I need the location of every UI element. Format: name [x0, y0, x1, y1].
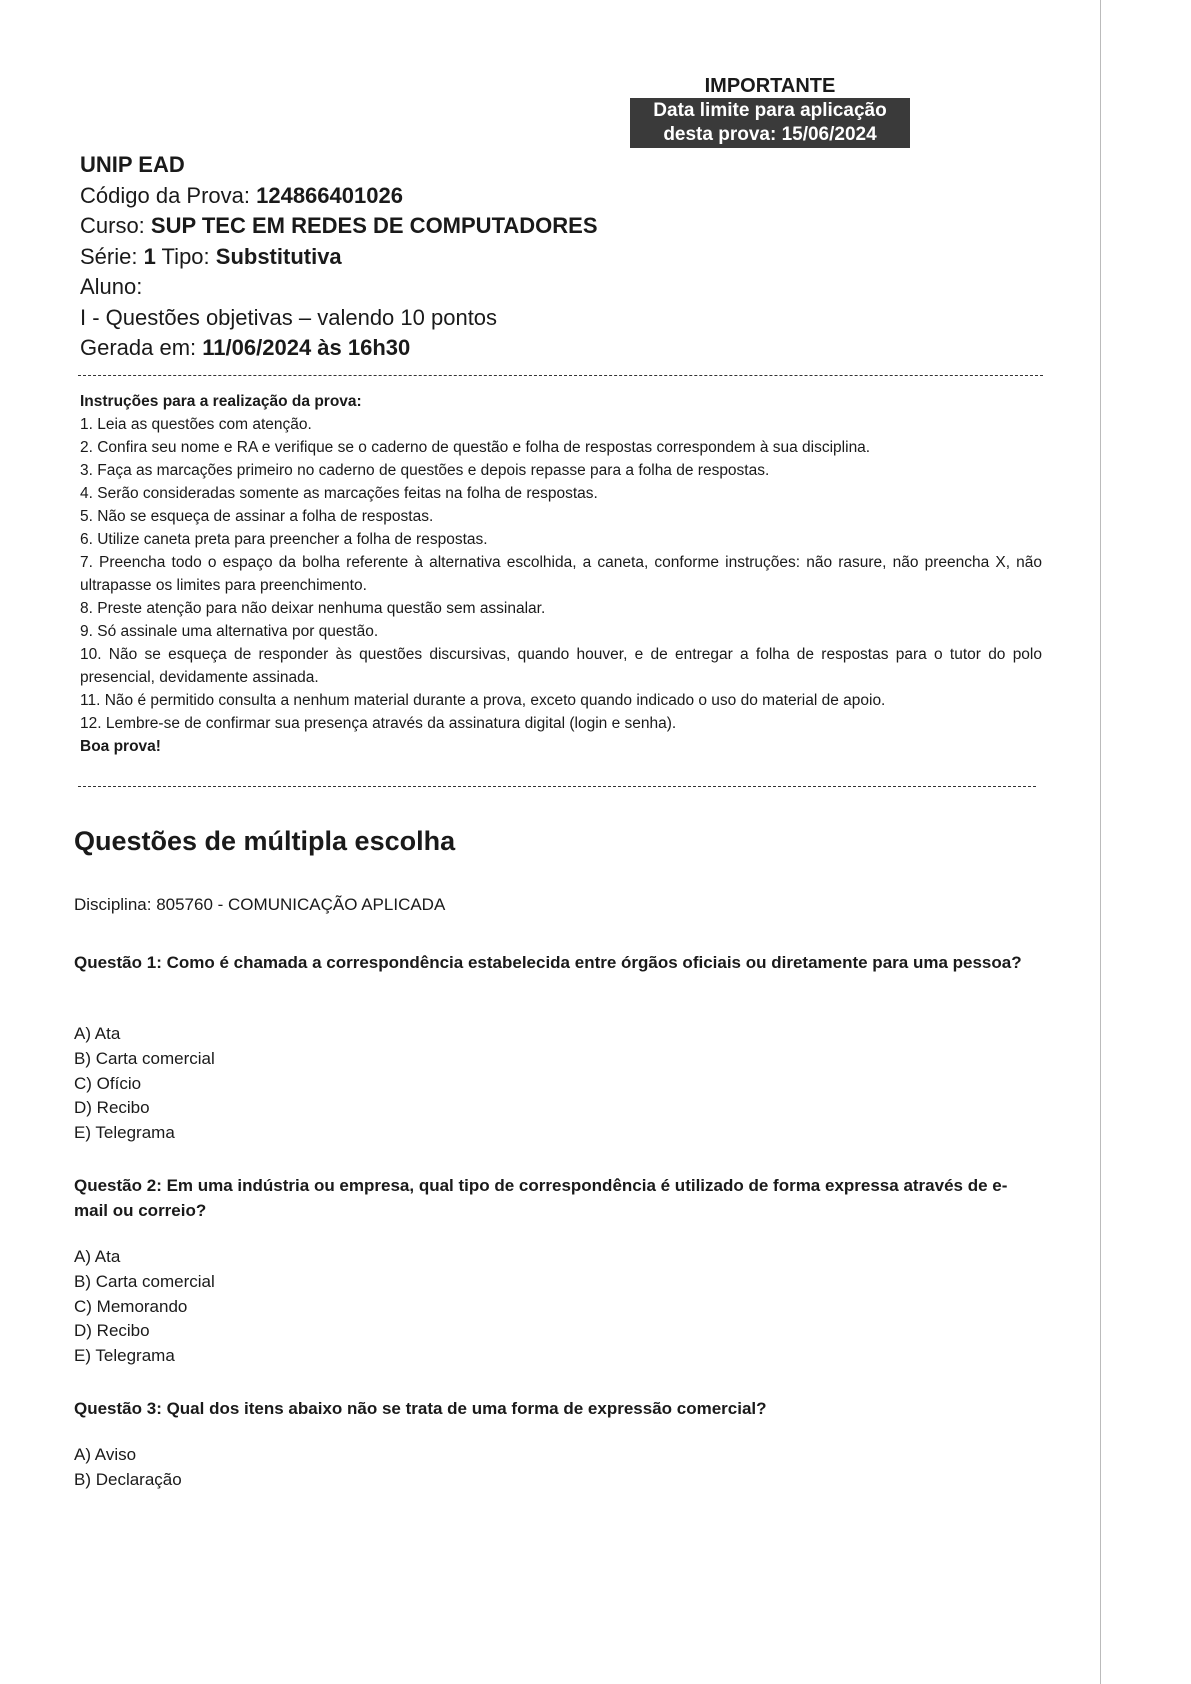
serie-label: Série: — [80, 243, 144, 269]
deadline-line2: desta prova: 15/06/2024 — [663, 124, 877, 145]
option: A) Ata — [74, 1024, 121, 1043]
option: D) Recibo — [74, 1321, 150, 1341]
generated-date: 11/06/2024 às 16h30 — [202, 335, 411, 360]
exam-header — [80, 150, 598, 364]
instruction-item: 1. Leia as questões com atenção. — [80, 416, 312, 433]
tipo-label: Tipo: — [155, 243, 216, 269]
instruction-item: 9. Só assinale uma alternativa por questão. — [80, 623, 379, 640]
option: C) Ofício — [74, 1073, 142, 1093]
page-edge — [1100, 0, 1101, 1684]
instruction-item: 2. Confira seu nome e RA e verifique se o caderno de questão e folha de respostas correspondem à sua disciplina. — [80, 439, 871, 456]
question-2: Questão 2: Em uma indústria ou empresa, qual tipo de correspondência é utilizado de forma expressa através de e-mail ou correio? — [74, 1176, 1008, 1220]
serie: 1 — [143, 243, 156, 269]
institution: UNIP EAD — [80, 152, 185, 177]
option: B) Carta comercial — [74, 1271, 215, 1291]
question-3: Questão 3: Qual dos itens abaixo não se trata de uma forma de expressão comercial? — [74, 1399, 767, 1418]
question-1-options — [74, 1022, 215, 1146]
student-label: Aluno: — [80, 274, 143, 299]
deadline-line1: Data limite para aplicação — [653, 100, 887, 121]
divider — [78, 786, 1036, 787]
deadline-box — [630, 98, 910, 148]
important-notice — [630, 75, 910, 148]
option: B) Carta comercial — [74, 1048, 215, 1068]
instructions-title: Instruções para a realização da prova: — [80, 393, 362, 410]
closing: Boa prova! — [80, 738, 161, 755]
question-3-options — [74, 1443, 182, 1493]
course: SUP TEC EM REDES DE COMPUTADORES — [150, 213, 598, 238]
instruction-item: 5. Não se esqueça de assinar a folha de respostas. — [80, 508, 434, 525]
section-label: I - Questões objetivas – valendo 10 pontos — [80, 304, 498, 330]
exam-code: 124866401026 — [256, 182, 403, 208]
instruction-item: 8. Preste atenção para não deixar nenhuma questão sem assinalar. — [80, 600, 546, 617]
codigo-label: Código da Prova: — [80, 182, 257, 208]
option: C) Memorando — [74, 1296, 188, 1316]
divider — [78, 375, 1043, 376]
curso-label: Curso: — [80, 213, 151, 238]
discipline: Disciplina: 805760 - COMUNICAÇÃO APLICADA — [74, 895, 446, 914]
option: D) Recibo — [74, 1098, 150, 1118]
instruction-item: 4. Serão consideradas somente as marcações feitas na folha de respostas. — [80, 485, 598, 502]
instruction-item: 11. Não é permitido consulta a nenhum material durante a prova, exceto quando indicado o uso do material de apoio. — [80, 692, 886, 709]
instruction-item: 12. Lembre-se de confirmar sua presença através da assinatura digital (login e senha). — [80, 715, 677, 732]
option: A) Ata — [74, 1247, 121, 1266]
important-title: IMPORTANTE — [704, 75, 836, 97]
section-title: Questões de múltipla escolha — [74, 826, 456, 856]
option: E) Telegrama — [74, 1123, 175, 1143]
question-2-options — [74, 1245, 215, 1369]
instruction-item: 3. Faça as marcações primeiro no caderno de questões e depois repasse para a folha de respostas. — [80, 462, 770, 479]
instruction-item: 7. Preencha todo o espaço da bolha referente à alternativa escolhida, a caneta, conforme instruções: não rasure, não preencha X, não ultrapasse os limites para preenchimento. — [80, 554, 1042, 594]
instruction-item: 10. Não se esqueça de responder às questões discursivas, quando houver, e de entregar a folha de respostas para o tutor do polo presencial, devidamente assinada. — [80, 646, 1042, 686]
question-1: Questão 1: Como é chamada a correspondência estabelecida entre órgãos oficiais ou diretamente para uma pessoa? — [74, 953, 1022, 972]
option: E) Telegrama — [74, 1346, 175, 1366]
instruction-item: 6. Utilize caneta preta para preencher a folha de respostas. — [80, 531, 488, 548]
tipo: Substitutiva — [215, 243, 342, 269]
instructions — [80, 390, 1042, 758]
generated-label: Gerada em: — [80, 335, 203, 360]
option: A) Aviso — [74, 1445, 137, 1464]
option: B) Declaração — [74, 1469, 182, 1489]
